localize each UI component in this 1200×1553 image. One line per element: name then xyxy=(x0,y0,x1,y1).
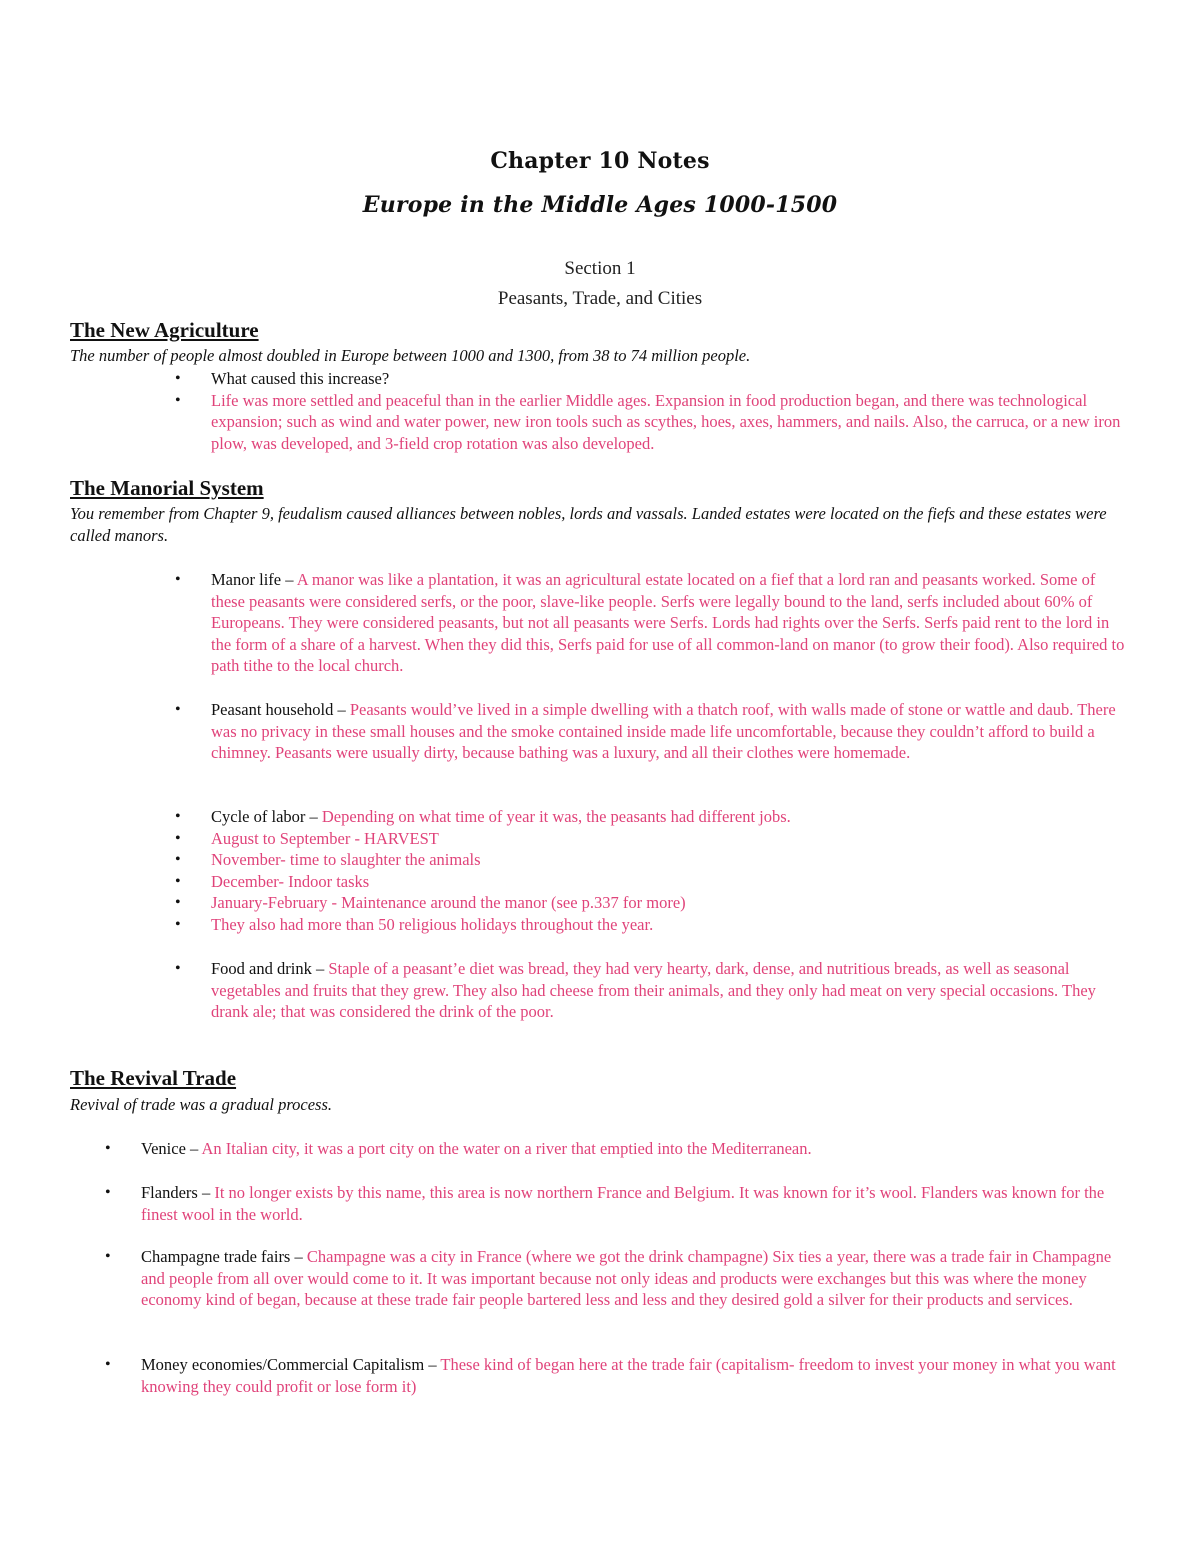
bullet-icon: • xyxy=(175,894,181,911)
flanders-text: It no longer exists by this name, this area is now northern France and Belgium. It was known for it’s wool. Flanders was known for the finest wool in the world. xyxy=(141,1183,1105,1224)
list-item xyxy=(175,914,1129,936)
cycle-item: December- Indoor tasks xyxy=(211,871,370,891)
bullet-icon: • xyxy=(105,1356,111,1373)
bullet-icon: • xyxy=(105,1184,111,1201)
flanders-term: Flanders – xyxy=(141,1183,215,1202)
food-text: Staple of a peasant’e diet was bread, they had very hearty, dark, dense, and nutritious breads, as well as seasonal vegetables and fruits that they grew. They also had cheese from their animals, and they only had meat on very special occasions. They drank ale; that was considered the drink of the poor. xyxy=(211,959,1096,1021)
money-term: Money economies/Commercial Capitalism – xyxy=(141,1355,441,1374)
cycle-term: Cycle of labor – xyxy=(211,807,322,826)
manor-life-term: Manor life – xyxy=(211,570,297,589)
list-item xyxy=(175,871,1129,893)
trade-list-venice xyxy=(105,1138,1131,1160)
agriculture-list xyxy=(175,368,1121,454)
heading-manorial-system: The Manorial System xyxy=(70,476,264,500)
document-title: Chapter 10 Notes xyxy=(490,148,710,174)
list-item xyxy=(175,828,1129,850)
agriculture-answer: Life was more settled and peaceful than in the earlier Middle ages. Expansion in food production began, and there was technological expansion; such as wind and water power, new iron tools such as scythes, hoes, axes, hammers, and nails. Also, the carruca, or a new iron plow, was developed, and 3-field crop rotation was also developed. xyxy=(211,390,1121,453)
list-item xyxy=(175,569,1129,677)
manorial-list-household xyxy=(175,699,1129,764)
bullet-icon: • xyxy=(175,391,181,409)
list-item xyxy=(175,892,1129,914)
manorial-intro: You remember from Chapter 9, feudalism caused alliances between nobles, lords and vassals. Landed estates were located on the fiefs and these estates were called manors. xyxy=(70,504,1107,545)
list-item xyxy=(105,1182,1131,1225)
list-item xyxy=(175,958,1129,1023)
cycle-item: They also had more than 50 religious holidays throughout the year. xyxy=(211,914,654,934)
manorial-list-manor xyxy=(175,569,1129,677)
agriculture-question: What caused this increase? xyxy=(211,369,390,388)
list-item xyxy=(105,1138,1131,1160)
cycle-item: November- time to slaughter the animals xyxy=(211,850,481,869)
trade-list-champagne xyxy=(105,1246,1131,1311)
list-item xyxy=(175,390,1121,455)
bullet-icon: • xyxy=(105,1140,111,1157)
manor-life-text: A manor was like a plantation, it was an agricultural estate located on a fief that a lord ran and peasants worked. Some of these peasants were considered serfs, or the poor, slave-like people. Serfs were legally bound to the land, serfs included about 60% of Europeans. They were considered peasants, but not all peasants were Serfs. Lords had rights over the Serfs. Serfs paid rent to the lord in the form of a share of a harvest. When they did this, Serfs paid for use of all common-land on manor (to grow their food). Also required to path tithe to the local church. xyxy=(211,570,1125,675)
manorial-list-food xyxy=(175,958,1129,1023)
agriculture-intro: The number of people almost doubled in Europe between 1000 and 1300, from 38 to 74 million people. xyxy=(70,346,751,365)
section-title: Peasants, Trade, and Cities xyxy=(497,288,703,309)
household-term: Peasant household – xyxy=(211,700,350,719)
list-item xyxy=(175,806,1129,828)
list-item xyxy=(175,368,1121,390)
bullet-icon: • xyxy=(175,370,181,387)
bullet-icon: • xyxy=(175,829,181,847)
bullet-icon: • xyxy=(175,571,181,588)
trade-list-money xyxy=(105,1354,1131,1397)
bullet-icon: • xyxy=(175,701,181,718)
list-item xyxy=(175,699,1129,764)
bullet-icon: • xyxy=(175,915,181,933)
section-number: Section 1 xyxy=(564,258,636,279)
cycle-item: August to September - HARVEST xyxy=(211,828,439,848)
champagne-term: Champagne trade fairs – xyxy=(141,1247,307,1266)
household-text: Peasants would’ve lived in a simple dwelling with a thatch roof, with walls made of stone or wattle and daub. There was no privacy in these small houses and the smoke contained inside made life uncomfortable, because they couldn’t afford to build a chimney. Peasants were usually dirty, because bathing was a luxury, and all their clothes were homemade. xyxy=(211,700,1116,762)
money-text: These kind of began here at the trade fair (capitalism- freedom to invest your money in what you want knowing they could profit or lose form it) xyxy=(141,1355,1116,1396)
heading-new-agriculture: The New Agriculture xyxy=(70,318,259,342)
venice-text: An Italian city, it was a port city on the water on a river that emptied into the Mediterranean. xyxy=(201,1139,812,1158)
bullet-icon: • xyxy=(175,872,181,890)
food-term: Food and drink – xyxy=(211,959,329,978)
bullet-icon: • xyxy=(175,808,181,825)
venice-term: Venice – xyxy=(141,1139,202,1158)
cycle-item: January-February - Maintenance around the manor (see p.337 for more) xyxy=(211,893,686,912)
champagne-text: Champagne was a city in France (where we got the drink champagne) Six ties a year, there was a trade fair in Champagne and people from all over would come to it. It was important because not only ideas and products were exchanges but this was where the money economy kind of began, because at these trade fair people bartered less and less and they desired gold a silver for their products and services. xyxy=(141,1247,1112,1309)
bullet-icon: • xyxy=(105,1248,111,1265)
list-item xyxy=(105,1246,1131,1311)
list-item xyxy=(105,1354,1131,1397)
trade-intro: Revival of trade was a gradual process. xyxy=(70,1095,332,1114)
bullet-icon: • xyxy=(175,851,181,868)
heading-revival-trade: The Revival Trade xyxy=(70,1066,237,1090)
trade-list-flanders xyxy=(105,1182,1131,1225)
cycle-text: Depending on what time of year it was, the peasants had different jobs. xyxy=(321,807,791,826)
bullet-icon: • xyxy=(175,960,181,977)
document-subtitle: Europe in the Middle Ages 1000-1500 xyxy=(362,192,838,218)
list-item xyxy=(175,849,1129,871)
manorial-list-cycle xyxy=(175,806,1129,935)
